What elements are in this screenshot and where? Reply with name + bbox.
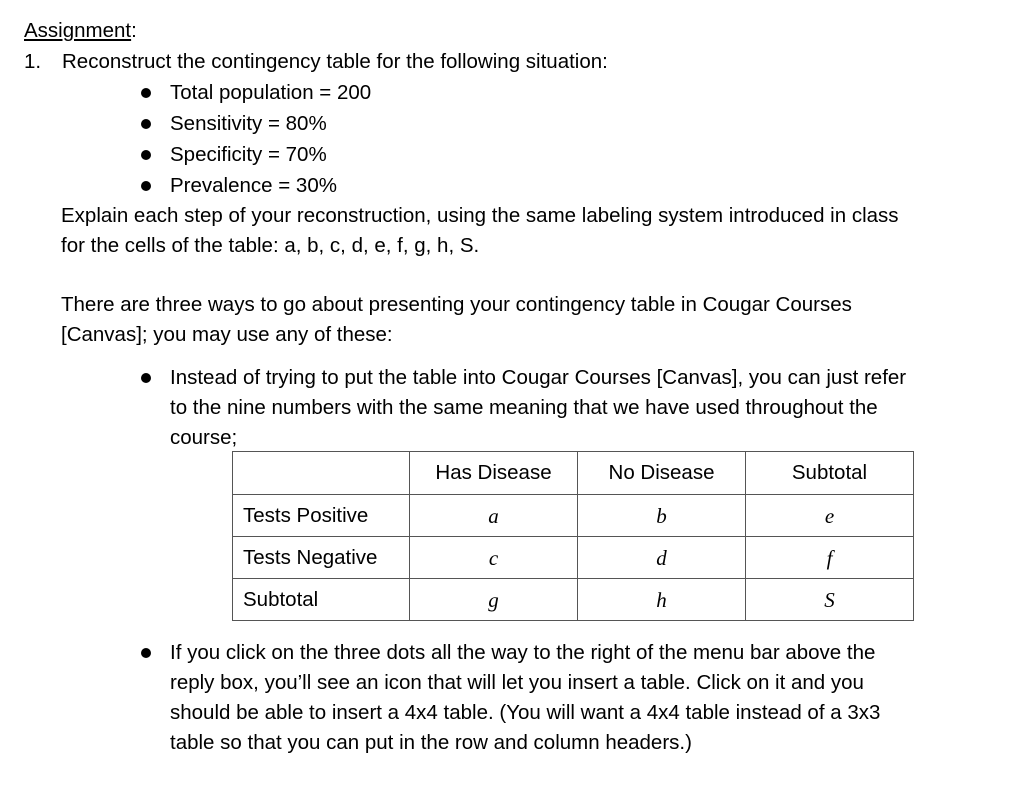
bullet-icon [141,119,151,129]
assignment-heading-text: Assignment [24,19,132,42]
table-cell: b [578,495,746,537]
bullet-icon [141,181,151,191]
item-number: 1. [24,50,42,73]
assignment-heading-colon: : [131,19,137,42]
table-header-no-disease: No Disease [578,452,746,495]
item-text: Reconstruct the contingency table for the following situation: [62,50,608,73]
table-row [233,495,914,537]
option2-line-3: should be able to insert a 4x4 table. (You will want a 4x4 table instead of a 3x3 [170,701,881,724]
bullet-total-population: Total population = 200 [170,81,372,104]
table-header-corner [233,452,410,495]
numbered-item-1 [24,47,608,77]
table-cell: g [410,579,578,621]
row-label-subtotal: Subtotal [233,579,410,621]
option2-line-4: table so that you can put in the row and column headers.) [170,731,692,754]
table-header-row [233,452,914,495]
bullet-prevalence: Prevalence = 30% [170,174,337,197]
table-cell: d [578,537,746,579]
table-cell: f [746,537,914,579]
bullet-icon [141,150,151,160]
bullet-icon [141,373,151,383]
table-row [233,537,914,579]
table-header-has-disease: Has Disease [410,452,578,495]
table-row [233,579,914,621]
table-cell: h [578,579,746,621]
option2-line-1: If you click on the three dots all the way to the right of the menu bar above the [170,641,876,664]
contingency-table [232,451,914,621]
table-cell: c [410,537,578,579]
row-label-tests-positive: Tests Positive [233,495,410,537]
option1-line-2: to the nine numbers with the same meaning that we have used throughout the [170,396,878,419]
bullet-sensitivity: Sensitivity = 80% [170,112,327,135]
option1-line-3: course; [170,426,238,449]
option2-line-2: reply box, you’ll see an icon that will let you insert a table. Click on it and you [170,671,864,694]
option1-line-1: Instead of trying to put the table into Cougar Courses [Canvas], you can just refer [170,366,907,389]
presenting-line-1: There are three ways to go about presenting your contingency table in Cougar Courses [61,293,852,316]
bullet-icon [141,88,151,98]
assignment-heading [24,16,137,46]
table-cell: S [746,579,914,621]
explain-line-2: for the cells of the table: a, b, c, d, e, f, g, h, S. [61,234,480,257]
explain-line-1: Explain each step of your reconstruction, using the same labeling system introduced in class [61,204,899,227]
row-label-tests-negative: Tests Negative [233,537,410,579]
presenting-line-2: [Canvas]; you may use any of these: [61,323,393,346]
bullet-specificity: Specificity = 70% [170,143,327,166]
table-cell: e [746,495,914,537]
table-header-subtotal: Subtotal [746,452,914,495]
bullet-icon [141,648,151,658]
table-cell: a [410,495,578,537]
